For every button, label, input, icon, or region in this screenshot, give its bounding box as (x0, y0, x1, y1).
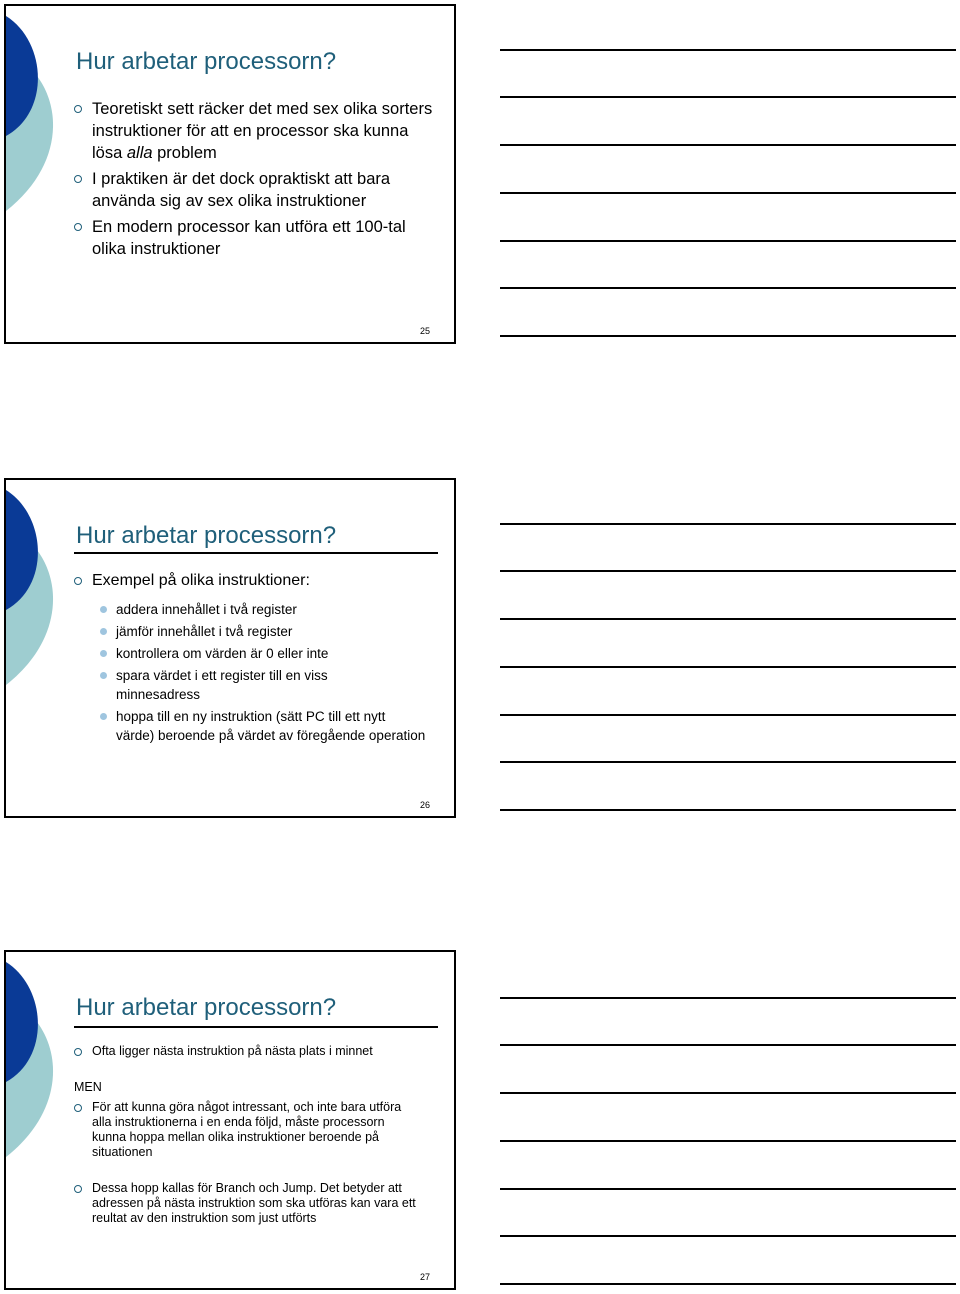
circle-bullet-icon (74, 105, 82, 113)
circle-bullet-icon (74, 1048, 82, 1056)
note-line (500, 192, 956, 194)
slide-27 (4, 950, 456, 1290)
list-item (72, 1044, 438, 1059)
bullet-text: Exempel på olika instruktioner: (92, 572, 310, 589)
list-item (100, 666, 396, 704)
bullet-text: Dessa hopp kallas för Branch och Jump. Det betyder att adressen på nästa instruktion som ska utföras kan vara ett reultat av den instruktion som just utförts (92, 1181, 416, 1225)
bullet-emphasis: alla (126, 144, 153, 162)
bullet-text: Teoretiskt sett räcker det med sex olika sorters instruktioner för att en processor ska kunna lösa (92, 100, 433, 162)
note-line (500, 1283, 956, 1285)
list-item (72, 216, 438, 260)
bullet-text: kontrollera om värden är 0 eller inte (116, 646, 329, 661)
dot-bullet-icon (100, 606, 107, 613)
circle-bullet-icon (74, 175, 82, 183)
bullet-text: I praktiken är det dock opraktiskt att bara använda sig av sex olika instruktioner (92, 170, 391, 210)
bullet-list (72, 1044, 438, 1059)
slide-title: Hur arbetar processorn? (76, 994, 337, 1021)
list-item (72, 570, 438, 592)
slide-number: 27 (419, 1272, 430, 1282)
note-line (500, 335, 956, 337)
bullet-list (72, 98, 438, 260)
note-line (500, 1140, 956, 1142)
list-item (100, 600, 436, 619)
list-item (72, 1100, 422, 1160)
dot-bullet-icon (100, 650, 107, 657)
note-line (500, 1092, 956, 1094)
list-item (72, 168, 438, 212)
bullet-text: hoppa till en ny instruktion (sätt PC till ett nytt värde) beroende på värdet av föregående operation (116, 709, 426, 743)
note-line (500, 523, 956, 525)
bullet-text: För att kunna göra något intressant, och inte bara utföra alla instruktionerna i en enda följd, måste processorn kunna hoppa mellan olika instruktioner beroende på situationen (92, 1100, 402, 1159)
slide-title: Hur arbetar processorn? (76, 48, 337, 75)
men-label: MEN (74, 1080, 102, 1094)
note-line (500, 761, 956, 763)
list-item (100, 644, 436, 663)
bullet-text: En modern processor kan utföra ett 100-tal olika instruktioner (92, 218, 406, 258)
list-item (100, 707, 426, 745)
list-item (100, 622, 436, 641)
note-line (500, 997, 956, 999)
slide-title: Hur arbetar processorn? (76, 522, 337, 549)
note-line (500, 714, 956, 716)
slide-25 (4, 4, 456, 344)
circle-bullet-icon (74, 223, 82, 231)
title-rule (74, 552, 438, 554)
circle-bullet-icon (74, 1104, 82, 1112)
bullet-list (72, 570, 438, 592)
slide-decoration-arcs (6, 6, 66, 344)
circle-bullet-icon (74, 1185, 82, 1193)
slide-number: 25 (419, 326, 430, 336)
bullet-text: problem (152, 144, 217, 162)
note-line (500, 49, 956, 51)
note-line (500, 1188, 956, 1190)
title-rule (74, 1026, 438, 1028)
note-line (500, 666, 956, 668)
slide-26 (4, 478, 456, 818)
note-line (500, 809, 956, 811)
note-line (500, 287, 956, 289)
bullet-text: addera innehållet i två register (116, 602, 297, 617)
bullet-text: jämför innehållet i två register (116, 624, 293, 639)
bullet-text: Ofta ligger nästa instruktion på nästa plats i minnet (92, 1044, 373, 1058)
list-item (72, 1181, 422, 1226)
circle-bullet-icon (74, 577, 82, 585)
slide-decoration-arcs (6, 952, 66, 1290)
note-line (500, 618, 956, 620)
note-line (500, 1235, 956, 1237)
list-item (72, 98, 438, 164)
bullet-list (72, 1100, 422, 1226)
note-line (500, 144, 956, 146)
dot-bullet-icon (100, 672, 107, 679)
sub-bullet-list (100, 600, 436, 745)
slide-decoration-arcs (6, 480, 66, 818)
dot-bullet-icon (100, 628, 107, 635)
slide-number: 26 (419, 800, 430, 810)
note-line (500, 570, 956, 572)
note-line (500, 240, 956, 242)
dot-bullet-icon (100, 713, 107, 720)
bullet-text: spara värdet i ett register till en viss minnesadress (116, 668, 328, 702)
note-line (500, 1044, 956, 1046)
note-line (500, 96, 956, 98)
